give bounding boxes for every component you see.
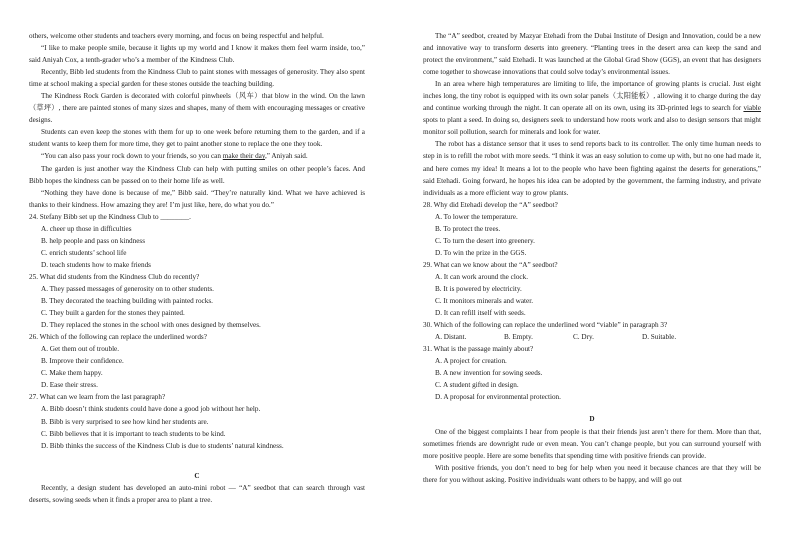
option: C. Bibb believes that it is important to teach students to be kind. [41, 429, 226, 438]
question-27: 27. What can we learn from the last paragraph? [29, 393, 166, 402]
passage-d-paragraph: With positive friends, you don’t need to beg for help when you need it because chances are that they will be there for you without asking. Positive individuals want others to be happy, and will go out [423, 463, 761, 484]
option: A. cheer up those in difficulties [41, 224, 132, 233]
option: C. enrich students’ school life [41, 248, 127, 257]
option: D. To win the prize in the GGS. [435, 248, 527, 257]
option: B. help people and pass on kindness [41, 236, 146, 245]
passage-c-paragraph [423, 78, 761, 138]
underlined-phrase: make their day [222, 152, 265, 161]
text-run: In an area where high temperatures are limiting to life, the importance of growing plants is crucial. Just eight inches long, the tiny robot is equipped with its own solar panels（太阳能板）, allowing it to charge during the day and continue working through the night. It can operate all on its own, using its 3D-printed legs to search for [423, 80, 761, 113]
option: A. Bibb doesn’t think students could have done a good job without her help. [41, 405, 261, 414]
option: A. They passed messages of generosity on to other students. [41, 284, 214, 293]
passage-b-paragraph: Recently, Bibb led students from the Kindness Club to paint stones with messages of generosity. They also spent time at school making a special garden for these stones outside the teaching building. [29, 68, 365, 89]
option: B. Empty. [504, 333, 533, 342]
option: A. It can work around the clock. [435, 272, 529, 281]
option: C. They built a garden for the stones they painted. [41, 309, 185, 318]
question-30: 30. Which of the following can replace the underlined word “viable” in paragraph 3? [423, 321, 668, 330]
passage-c-paragraph: The robot has a distance sensor that it uses to send reports back to its controller. The only time human needs to step in is to refill the robot with more seeds. “I think it was an easy solution to come up with, but no one had made it, and here comes my idea! It means a lot to the people who have been fighting against the deserts for generations,” said Etehadi. Going forward, he hopes his idea can be adopted by the government, the farming industry, and private individuals as a more efficient way to grow plants. [423, 140, 761, 197]
question-31: 31. What is the passage mainly about? [423, 345, 534, 354]
option: D. A proposal for environmental protection. [435, 393, 561, 402]
question-24: 24. Stefany Bibb set up the Kindness Club to ________. [29, 212, 191, 221]
option-row [423, 331, 761, 343]
option: D. Ease their stress. [41, 381, 98, 390]
text-run: “You can also pass your rock down to your friends, so you can [41, 152, 223, 161]
question-28: 28. Why did Etehadi develop the “A” seedbot? [423, 200, 558, 209]
passage-b-paragraph: others, welcome other students and teachers every morning, and focus on being respectful and helpful. [29, 32, 324, 40]
passage-b-paragraph [29, 150, 365, 162]
section-heading-d: D [589, 415, 595, 424]
passage-b-paragraph: “I like to make people smile, because it lights up my world and I know it makes them feel warm inside, too,” said Aniyah Cox, a tenth-grader who’s a member of the Kindness Club. [29, 44, 365, 65]
option: C. Make them happy. [41, 369, 103, 378]
option: B. It is powered by electricity. [435, 284, 522, 293]
section-heading-c: C [194, 471, 200, 480]
option: A. To lower the temperature. [435, 212, 518, 221]
option: B. A new invention for sowing seeds. [435, 369, 543, 378]
option: A. Distant. [435, 333, 467, 342]
option: B. Bibb is very surprised to see how kind her students are. [41, 417, 209, 426]
underlined-word: viable [743, 104, 761, 113]
passage-b-paragraph: The Kindness Rock Garden is decorated with colorful pinwheels（风车）that blow in the wind. On the lawn（草坪）, there are painted stones of many sizes and shapes, many of them with encouraging messages or creative designs. [29, 92, 365, 125]
passage-c-paragraph: Recently, a design student has developed an auto-mini robot — “A” seedbot that can search through vast deserts, sowing seeds when it finds a proper area to plant a tree. [29, 483, 365, 504]
passage-b-paragraph: “Nothing they have done is because of me,” Bibb said. “They’re naturally kind. What we have achieved is thanks to their kindness. How amazing they are! I’m just like, here, do what you do.” [29, 188, 365, 209]
passage-b-paragraph: The garden is just another way the Kindness Club can help with putting smiles on other people’s faces. And Bibb hopes the kindness can be passed on to their home life as well. [29, 164, 365, 185]
text-run: ,” Aniyah said. [264, 152, 308, 161]
option: B. Improve their confidence. [41, 357, 124, 366]
option: A. Get them out of trouble. [41, 345, 120, 354]
option: D. Suitable. [642, 333, 677, 342]
option: D. teach students how to make friends [41, 260, 151, 269]
option: C. A student gifted in design. [435, 381, 519, 390]
left-column [29, 30, 365, 506]
option: B. They decorated the teaching building with painted rocks. [41, 297, 213, 306]
passage-c-paragraph: The “A” seedbot, created by Mazyar Etehadi from the Dubai Institute of Design and Innovation, could be a new and innovative way to transform deserts into greenery. “Planting trees in the desert area can keep the sand and protect the environment,” said Etehadi. It was launched at the Global Grad Show (GGS), an event that has designers come together to showcase innovations that could solve today’s environmental issues. [423, 32, 761, 77]
option: D. Bibb thinks the success of the Kindness Club is due to students’ natural kindness. [41, 441, 284, 450]
option: D. They replaced the stones in the school with ones designed by themselves. [41, 321, 261, 330]
question-29: 29. What can we know about the “A” seedbot? [423, 260, 558, 269]
passage-b-paragraph: Students can even keep the stones with them for up to one week before returning them to the garden, and if a student wants to keep them for more time, they get to paint another stone to replace the one they took. [29, 128, 365, 149]
text-run: spots to plant a seed. In doing so, designers seek to understand how roots work and also to design sensors that might monitor soil pollution, search for minerals and look for water. [423, 116, 761, 137]
option: C. Dry. [573, 333, 594, 342]
option: C. To turn the desert into greenery. [435, 236, 535, 245]
right-column [423, 30, 761, 486]
passage-d-paragraph: One of the biggest complaints I hear from people is that their friends just aren’t there for them. More than that, sometimes friends are downright rude or even mean. You can’t change people, but you can surround yourself with more positive people. Here are some benefits that spending time with positive friends can provide. [423, 427, 761, 460]
option: C. It monitors minerals and water. [435, 297, 534, 306]
option: B. To protect the trees. [435, 224, 501, 233]
question-26: 26. Which of the following can replace the underlined words? [29, 333, 207, 342]
option: D. It can refill itself with seeds. [435, 309, 526, 318]
question-25: 25. What did students from the Kindness Club do recently? [29, 272, 200, 281]
option: A. A project for creation. [435, 357, 507, 366]
